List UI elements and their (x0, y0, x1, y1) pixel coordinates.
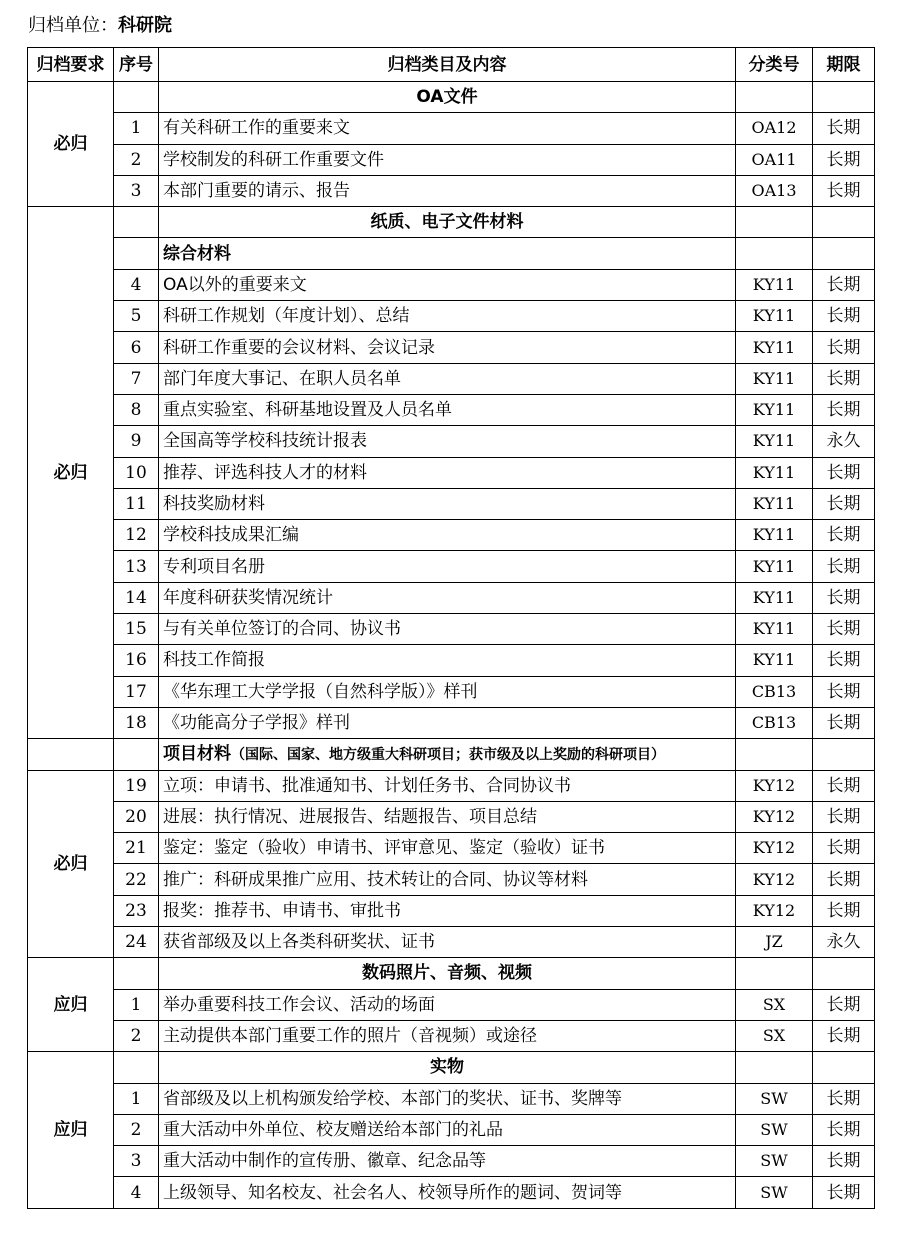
row-number: 1 (114, 989, 159, 1020)
row-content: 鉴定：鉴定（验收）申请书、评审意见、鉴定（验收）证书 (159, 833, 736, 864)
table-row (28, 707, 875, 738)
row-content: OA以外的重要来文 (159, 269, 736, 300)
row-content: 专利项目名册 (159, 551, 736, 582)
row-content: 《华东理工大学学报（自然科学版）》样刊 (159, 676, 736, 707)
row-content: 年度科研获奖情况统计 (159, 582, 736, 613)
row-period: 长期 (813, 301, 875, 332)
section-header-row (28, 958, 875, 989)
row-period: 长期 (813, 394, 875, 425)
col-header-requirement: 归档要求 (28, 48, 114, 82)
row-content: 举办重要科技工作会议、活动的场面 (159, 989, 736, 1020)
col-header-period: 期限 (813, 48, 875, 82)
row-content: 全国高等学校科技统计报表 (159, 426, 736, 457)
row-code: OA12 (736, 113, 813, 144)
row-content: 主动提供本部门重要工作的照片（音视频）或途径 (159, 1020, 736, 1051)
row-content: 重大活动中外单位、校友赠送给本部门的礼品 (159, 1114, 736, 1145)
row-period: 长期 (813, 1020, 875, 1051)
row-period: 长期 (813, 363, 875, 394)
empty-code-cell (736, 1052, 813, 1083)
empty-number-cell (114, 739, 159, 770)
empty-period-cell (813, 238, 875, 269)
requirement-cell: 必归 (28, 207, 114, 739)
row-number: 7 (114, 363, 159, 394)
archive-unit-label: 归档单位： (28, 15, 118, 36)
row-content: 上级领导、知名校友、社会名人、校领导所作的题词、贺词等 (159, 1177, 736, 1208)
empty-code-cell (736, 238, 813, 269)
row-code: KY11 (736, 645, 813, 676)
row-period: 长期 (813, 332, 875, 363)
table-row (28, 175, 875, 206)
row-code: KY11 (736, 488, 813, 519)
table-row (28, 833, 875, 864)
requirement-cell: 应归 (28, 958, 114, 1052)
row-code: KY12 (736, 801, 813, 832)
row-content: 与有关单位签订的合同、协议书 (159, 614, 736, 645)
row-number: 13 (114, 551, 159, 582)
row-code: JZ (736, 927, 813, 958)
row-content: 科研工作规划（年度计划）、总结 (159, 301, 736, 332)
row-number: 1 (114, 1083, 159, 1114)
row-code: SW (736, 1177, 813, 1208)
row-number: 2 (114, 1020, 159, 1051)
table-row (28, 488, 875, 519)
empty-period-cell (813, 958, 875, 989)
row-period: 长期 (813, 989, 875, 1020)
row-content: 重点实验室、科研基地设置及人员名单 (159, 394, 736, 425)
row-period: 长期 (813, 770, 875, 801)
row-period: 长期 (813, 1177, 875, 1208)
table-row (28, 551, 875, 582)
row-code: KY11 (736, 457, 813, 488)
row-period: 长期 (813, 113, 875, 144)
table-row (28, 113, 875, 144)
row-period: 长期 (813, 1146, 875, 1177)
table-row (28, 770, 875, 801)
row-number: 10 (114, 457, 159, 488)
table-row (28, 676, 875, 707)
row-number: 24 (114, 927, 159, 958)
col-header-content: 归档类目及内容 (159, 48, 736, 82)
row-period: 永久 (813, 927, 875, 958)
row-code: CB13 (736, 707, 813, 738)
requirement-cell (28, 739, 114, 770)
table-row (28, 582, 875, 613)
row-number: 1 (114, 113, 159, 144)
archive-unit-line (28, 14, 172, 38)
row-number: 19 (114, 770, 159, 801)
table-row (28, 989, 875, 1020)
row-code: KY11 (736, 363, 813, 394)
row-period: 长期 (813, 645, 875, 676)
empty-number-cell (114, 207, 159, 238)
row-code: OA11 (736, 144, 813, 175)
row-period: 长期 (813, 551, 875, 582)
row-period: 长期 (813, 614, 875, 645)
row-period: 长期 (813, 895, 875, 926)
row-period: 永久 (813, 426, 875, 457)
empty-code-cell (736, 82, 813, 113)
row-number: 6 (114, 332, 159, 363)
row-number: 8 (114, 394, 159, 425)
row-code: OA13 (736, 175, 813, 206)
row-code: KY11 (736, 269, 813, 300)
empty-number-cell (114, 82, 159, 113)
row-number: 21 (114, 833, 159, 864)
empty-period-cell (813, 739, 875, 770)
section-header-row (28, 207, 875, 238)
section-title: 数码照片、音频、视频 (159, 958, 736, 989)
table-header-row (28, 48, 875, 82)
row-number: 14 (114, 582, 159, 613)
row-content: 科技奖励材料 (159, 488, 736, 519)
row-period: 长期 (813, 488, 875, 519)
subsection-title (159, 238, 736, 269)
row-code: KY11 (736, 426, 813, 457)
table-row (28, 144, 875, 175)
requirement-cell: 应归 (28, 1052, 114, 1208)
row-number: 4 (114, 269, 159, 300)
row-period: 长期 (813, 175, 875, 206)
table-row (28, 864, 875, 895)
empty-code-cell (736, 739, 813, 770)
table-row (28, 1114, 875, 1145)
row-number: 4 (114, 1177, 159, 1208)
section-title: 实物 (159, 1052, 736, 1083)
row-period: 长期 (813, 1114, 875, 1145)
row-number: 17 (114, 676, 159, 707)
row-code: KY12 (736, 895, 813, 926)
row-period: 长期 (813, 801, 875, 832)
row-period: 长期 (813, 144, 875, 175)
row-number: 22 (114, 864, 159, 895)
row-code: SX (736, 1020, 813, 1051)
row-code: KY12 (736, 770, 813, 801)
row-content: 进展：执行情况、进展报告、结题报告、项目总结 (159, 801, 736, 832)
row-number: 15 (114, 614, 159, 645)
row-number: 16 (114, 645, 159, 676)
row-content: 推荐、评选科技人才的材料 (159, 457, 736, 488)
table-row (28, 426, 875, 457)
row-code: KY12 (736, 864, 813, 895)
row-content: 学校科技成果汇编 (159, 520, 736, 551)
row-number: 5 (114, 301, 159, 332)
row-code: SX (736, 989, 813, 1020)
table-row (28, 895, 875, 926)
row-content: 本部门重要的请示、报告 (159, 175, 736, 206)
empty-number-cell (114, 958, 159, 989)
row-number: 3 (114, 175, 159, 206)
row-number: 18 (114, 707, 159, 738)
table-row (28, 614, 875, 645)
row-content: 学校制发的科研工作重要文件 (159, 144, 736, 175)
row-period: 长期 (813, 457, 875, 488)
row-content: 推广：科研成果推广应用、技术转让的合同、协议等材料 (159, 864, 736, 895)
table-row (28, 645, 875, 676)
archive-unit-value: 科研院 (118, 15, 172, 36)
table-row (28, 927, 875, 958)
col-header-number: 序号 (114, 48, 159, 82)
row-number: 20 (114, 801, 159, 832)
row-code: SW (736, 1083, 813, 1114)
table-row (28, 457, 875, 488)
subsection-header-row (28, 739, 875, 770)
empty-number-cell (114, 238, 159, 269)
subsection-title-text: 项目材料 (163, 743, 231, 764)
subsection-note: （国际、国家、地方级重大科研项目；获市级及以上奖励的科研项目） (231, 746, 665, 763)
row-code: KY12 (736, 833, 813, 864)
row-code: KY11 (736, 332, 813, 363)
row-number: 2 (114, 1114, 159, 1145)
row-content: 报奖：推荐书、申请书、审批书 (159, 895, 736, 926)
row-code: KY11 (736, 301, 813, 332)
row-content: 获省部级及以上各类科研奖状、证书 (159, 927, 736, 958)
row-period: 长期 (813, 676, 875, 707)
row-period: 长期 (813, 707, 875, 738)
subsection-title (159, 739, 736, 770)
table-row (28, 520, 875, 551)
empty-code-cell (736, 207, 813, 238)
section-title: 纸质、电子文件材料 (159, 207, 736, 238)
row-content: 有关科研工作的重要来文 (159, 113, 736, 144)
row-period: 长期 (813, 1083, 875, 1114)
table-row (28, 1177, 875, 1208)
row-code: SW (736, 1114, 813, 1145)
row-code: CB13 (736, 676, 813, 707)
row-number: 11 (114, 488, 159, 519)
row-period: 长期 (813, 864, 875, 895)
row-content: 科研工作重要的会议材料、会议记录 (159, 332, 736, 363)
requirement-cell: 必归 (28, 82, 114, 207)
subsection-title-text: 综合材料 (163, 243, 231, 264)
row-number: 3 (114, 1146, 159, 1177)
empty-code-cell (736, 958, 813, 989)
table-row (28, 394, 875, 425)
empty-period-cell (813, 207, 875, 238)
row-number: 12 (114, 520, 159, 551)
row-content: 省部级及以上机构颁发给学校、本部门的奖状、证书、奖牌等 (159, 1083, 736, 1114)
table-row (28, 1020, 875, 1051)
empty-period-cell (813, 1052, 875, 1083)
row-content: 《功能高分子学报》样刊 (159, 707, 736, 738)
row-code: KY11 (736, 520, 813, 551)
table-row (28, 301, 875, 332)
subsection-header-row (28, 238, 875, 269)
row-content: 重大活动中制作的宣传册、徽章、纪念品等 (159, 1146, 736, 1177)
table-row (28, 1146, 875, 1177)
row-period: 长期 (813, 833, 875, 864)
row-code: KY11 (736, 551, 813, 582)
row-period: 长期 (813, 269, 875, 300)
table-row (28, 332, 875, 363)
section-title: OA文件 (159, 82, 736, 113)
table-body (28, 82, 875, 1209)
row-code: KY11 (736, 394, 813, 425)
row-period: 长期 (813, 582, 875, 613)
row-number: 9 (114, 426, 159, 457)
table-row (28, 801, 875, 832)
section-header-row (28, 1052, 875, 1083)
table-row (28, 269, 875, 300)
table-row (28, 363, 875, 394)
row-period: 长期 (813, 520, 875, 551)
row-number: 23 (114, 895, 159, 926)
row-code: SW (736, 1146, 813, 1177)
row-content: 立项：申请书、批准通知书、计划任务书、合同协议书 (159, 770, 736, 801)
section-header-row (28, 82, 875, 113)
table-row (28, 1083, 875, 1114)
row-number: 2 (114, 144, 159, 175)
empty-period-cell (813, 82, 875, 113)
row-code: KY11 (736, 582, 813, 613)
row-content: 科技工作简报 (159, 645, 736, 676)
row-content: 部门年度大事记、在职人员名单 (159, 363, 736, 394)
requirement-cell: 必归 (28, 770, 114, 958)
archive-table (27, 47, 875, 1209)
empty-number-cell (114, 1052, 159, 1083)
row-code: KY11 (736, 614, 813, 645)
col-header-code: 分类号 (736, 48, 813, 82)
